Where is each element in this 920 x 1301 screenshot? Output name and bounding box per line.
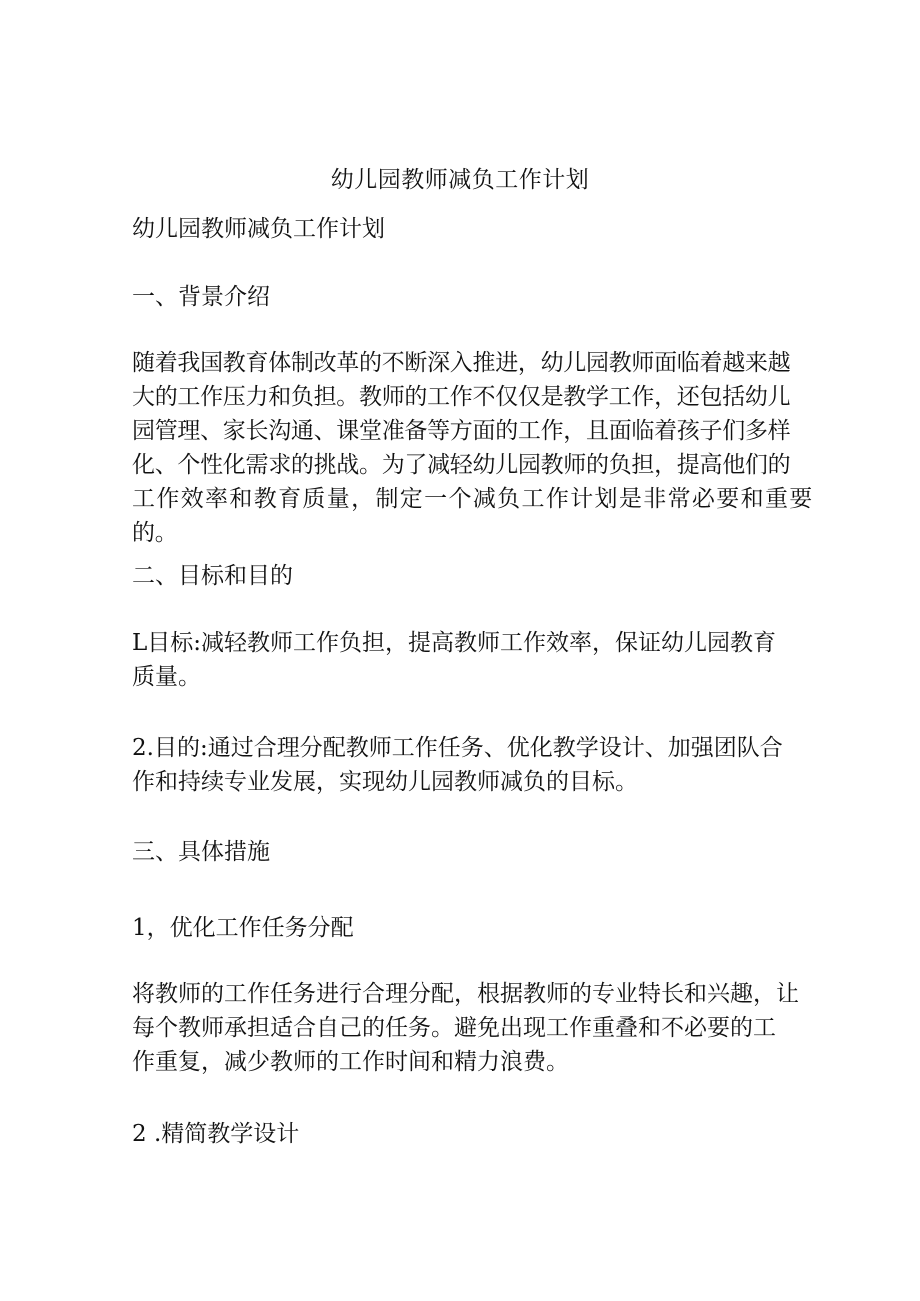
section-heading-goals: 二、目标和目的	[132, 563, 293, 589]
goal-item-2: 2.目的:通过合理分配教师工作任务、优化教学设计、加强团队合 作和持续专业发展，实现幼儿园教师减负的目标。	[132, 735, 783, 795]
document-title: 幼儿园教师减负工作计划	[330, 167, 590, 193]
measure-2-heading: 2 .精简教学设计	[132, 1121, 300, 1147]
measure-1-paragraph: 将教师的工作任务进行合理分配，根据教师的专业特长和兴趣，让 每个教师承担适合自己的任务。避免出现工作重叠和不必要的工 作重复，减少教师的工作时间和精力浪费。	[132, 981, 799, 1075]
background-paragraph: 随着我国教育体制改革的不断深入推进，幼儿园教师面临着越来越 大的工作压力和负担。教师的工作不仅仅是教学工作，还包括幼儿 园管理、家长沟通、课堂准备等方面的工作，且面临着孩子们多样 化、个性化需求的挑战。为了减轻幼儿园教师的负担，提高他们的 工作效率和教育质量，制定一个减负工作计划是非常必要和重要的。	[132, 350, 812, 546]
document-subtitle: 幼儿园教师减负工作计划	[132, 216, 385, 242]
section-heading-background: 一、背景介绍	[132, 284, 270, 310]
goal-item-1: L目标:减轻教师工作负担，提高教师工作效率，保证幼儿园教育 质量。	[132, 630, 777, 690]
measure-1-heading: 1，优化工作任务分配	[132, 915, 354, 941]
section-heading-measures: 三、具体措施	[132, 839, 270, 865]
